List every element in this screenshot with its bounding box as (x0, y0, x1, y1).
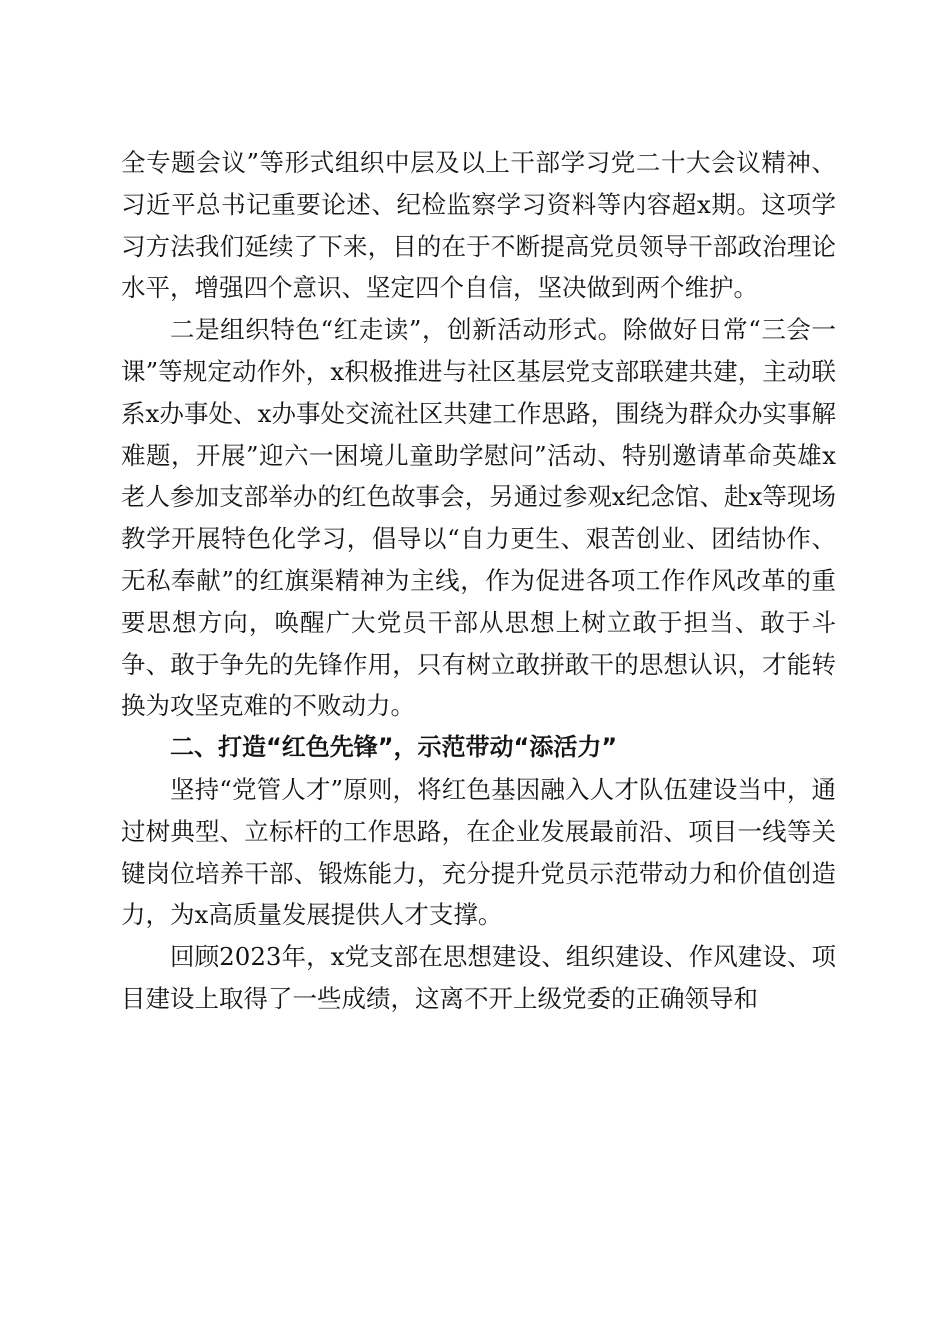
paragraph-talent-cultivation: 坚持“党管人才”原则，将红色基因融入人才队伍建设当中，通过树典型、立标杆的工作思路，在企业发展最前沿、项目一线等关键岗位培养干部、锻炼能力，充分提升党员示范带动力和价值创造力，为x高质量发展提供人才支撑。 (121, 774, 836, 930)
paragraph-2023-review: 回顾2023年，x党支部在思想建设、组织建设、作风建设、项目建设上取得了一些成绩，这离不开上级党委的正确领导和 (121, 942, 836, 1013)
paragraph-continued-study: 全专题会议”等形式组织中层及以上干部学习党二十大会议精神、习近平总书记重要论述、纪检监察学习资料等内容超x期。这项学习方法我们延续了下来，目的在于不断提高党员领导干部政治理论水平，增强四个意识、坚定四个自信，坚决做到两个维护。 (121, 148, 836, 303)
document-body (121, 142, 836, 1020)
section-heading-red-vanguard: 二、打造“红色先锋”，示范带动“添活力” (170, 733, 618, 762)
paragraph-red-reading-activities: 二是组织特色“红走读”，创新活动形式。除做好日常“三会一课”等规定动作外，x积极推进与社区基层党支部联建共建，主动联系x办事处、x办事处交流社区共建工作思路，围绕为群众办实事解难题，开展”迎六一困境儿童助学慰问”活动、特别邀请革命英雄x老人参加支部举办的红色故事会，另通过参观x纪念馆、赴x等现场教学开展特色化学习，倡导以“自力更生、艰苦创业、团结协作、无私奉献”的红旗渠精神为主线，作为促进各项工作作风改革的重要思想方向，唤醒广大党员干部从思想上树立敢于担当、敢于斗争、敢于争先的先锋作用，只有树立敢拼敢干的思想认识，才能转换为攻坚克难的不败动力。 (121, 315, 836, 721)
